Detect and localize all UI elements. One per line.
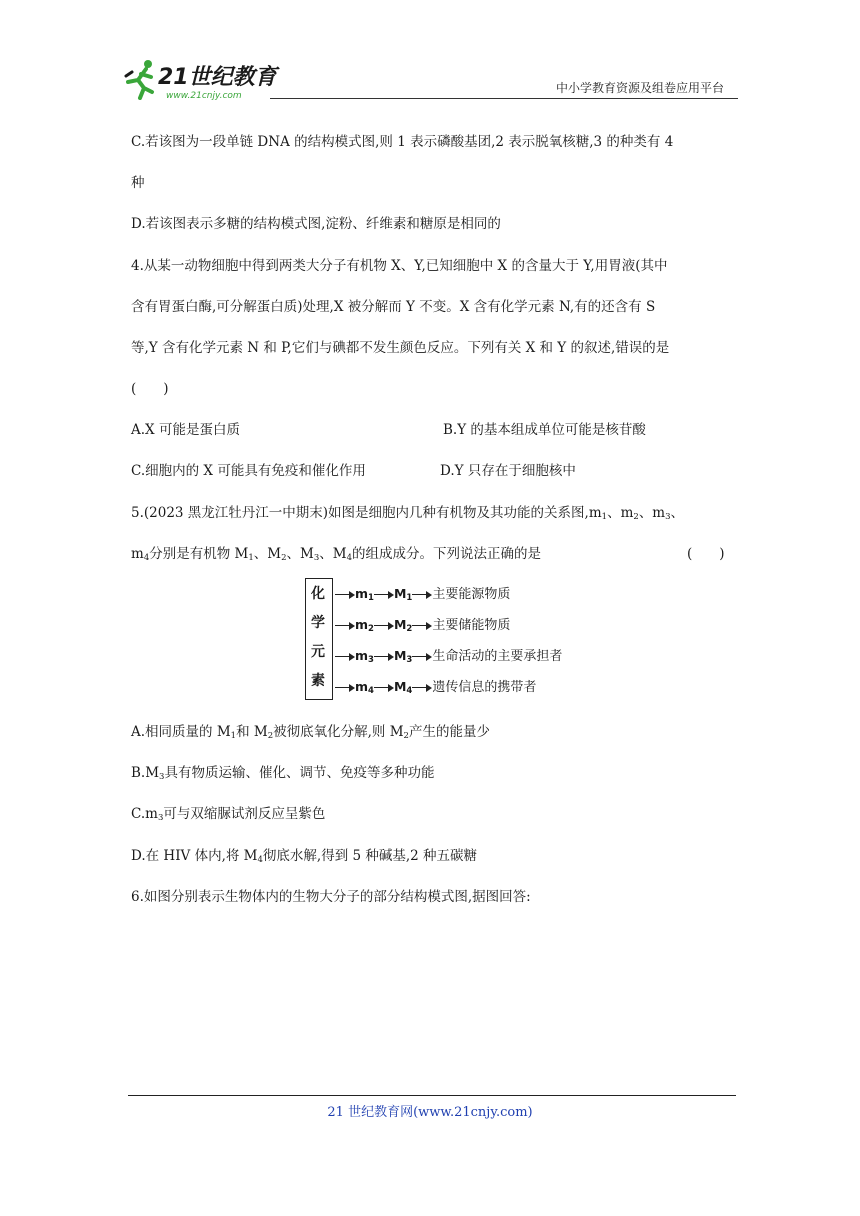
q5-option-b: $B.M_3$具有物质运输、催化、调节、免疫等多种功能 bbox=[131, 765, 435, 782]
arrow-icon bbox=[412, 683, 432, 693]
q4-stem-line3: 等,Y 含有化学元素 N 和 P,它们与碘都不发生颜色反应。下列有关 X 和 Y 的叙述,错误的是 bbox=[131, 340, 670, 356]
diagram-row-1: $m_1$ $M_1$ 主要能源物质 bbox=[335, 583, 510, 603]
logo-subtext: www.21cnjy.com bbox=[166, 91, 242, 100]
chemical-elements-box bbox=[305, 578, 333, 700]
arrow-icon bbox=[374, 621, 394, 631]
q5-option-a: A.相同质量的 $M_1$和 $M_2$被彻底氧化分解,则 $M_2$产生的能量少 bbox=[131, 724, 490, 741]
logo bbox=[118, 58, 288, 100]
box-char: 元 bbox=[311, 644, 325, 660]
arrow-icon bbox=[335, 683, 355, 693]
q5-stem-line1: 5.(2023 黑龙江牡丹江一中期末)如图是细胞内几种有机物及其功能的关系图$,m_1$、$m_2$、$m_3$、 bbox=[131, 505, 685, 522]
arrow-icon bbox=[412, 590, 432, 600]
q4-answer-paren: ( ) bbox=[131, 381, 169, 397]
logo-text: 21世纪教育 bbox=[158, 65, 277, 90]
arrow-icon bbox=[412, 621, 432, 631]
box-char: 素 bbox=[311, 673, 325, 689]
diagram-row-4: $m_4$ $M_4$ 遗传信息的携带者 bbox=[335, 676, 536, 696]
organic-compounds-diagram bbox=[305, 578, 565, 702]
header-divider bbox=[270, 98, 738, 99]
q4-stem-line1: 4.从某一动物细胞中得到两类大分子有机物 X、Y,已知细胞中 X 的含量大于 Y,用胃液(其中 bbox=[131, 258, 668, 274]
arrow-icon bbox=[335, 590, 355, 600]
q4-option-a: A.X 可能是蛋白质 bbox=[131, 422, 240, 438]
arrow-icon bbox=[374, 590, 394, 600]
arrow-icon bbox=[374, 683, 394, 693]
q4-option-c: C.细胞内的 X 可能具有免疫和催化作用 bbox=[131, 463, 366, 479]
arrow-icon bbox=[412, 652, 432, 662]
q6-stem: 6.如图分别表示生物体内的生物大分子的部分结构模式图,据图回答: bbox=[131, 889, 531, 905]
footer-link[interactable]: 21 世纪教育网(www.21cnjy.com) bbox=[327, 1105, 533, 1120]
q5-option-c: $C.m_3$可与双缩脲试剂反应呈紫色 bbox=[131, 806, 326, 823]
q3-option-d: D.若该图表示多糖的结构模式图,淀粉、纤维素和糖原是相同的 bbox=[131, 216, 501, 232]
arrow-icon bbox=[374, 652, 394, 662]
arrow-icon bbox=[335, 652, 355, 662]
q4-option-d: D.Y 只存在于细胞核中 bbox=[440, 463, 576, 479]
q5-option-d: D.在 HIV 体内,将 $M_4$彻底水解,得到 5 种碱基,2 种五碳糖 bbox=[131, 848, 478, 865]
q5-answer-paren: ( ) bbox=[687, 546, 725, 562]
box-char: 学 bbox=[311, 615, 325, 631]
q5-stem-line2: $m_4$分别是有机物 $M_1$、$M_2$、$M_3$、$M_4$的组成成分。下列说法正确的是 bbox=[131, 546, 542, 563]
q3-option-c-line2: 种 bbox=[131, 175, 145, 191]
platform-name: 中小学教育资源及组卷应用平台 bbox=[555, 81, 724, 95]
q4-option-b: B.Y 的基本组成单位可能是核苷酸 bbox=[443, 422, 646, 438]
arrow-icon bbox=[335, 621, 355, 631]
diagram-row-3: $m_3$ $M_3$ 生命活动的主要承担者 bbox=[335, 645, 562, 665]
q4-stem-line2: 含有胃蛋白酶,可分解蛋白质)处理,X 被分解而 Y 不变。X 含有化学元素 N,有的还含有 S bbox=[131, 299, 656, 315]
q3-option-c-line1: C.若该图为一段单链 DNA 的结构模式图,则 1 表示磷酸基团,2 表示脱氧核糖,3 的种类有 4 bbox=[131, 134, 674, 150]
runner-icon bbox=[126, 60, 152, 98]
diagram-row-2: $m_2$ $M_2$ 主要储能物质 bbox=[335, 614, 510, 634]
page-header bbox=[118, 52, 738, 100]
footer-divider bbox=[128, 1095, 736, 1096]
box-char: 化 bbox=[311, 586, 325, 602]
